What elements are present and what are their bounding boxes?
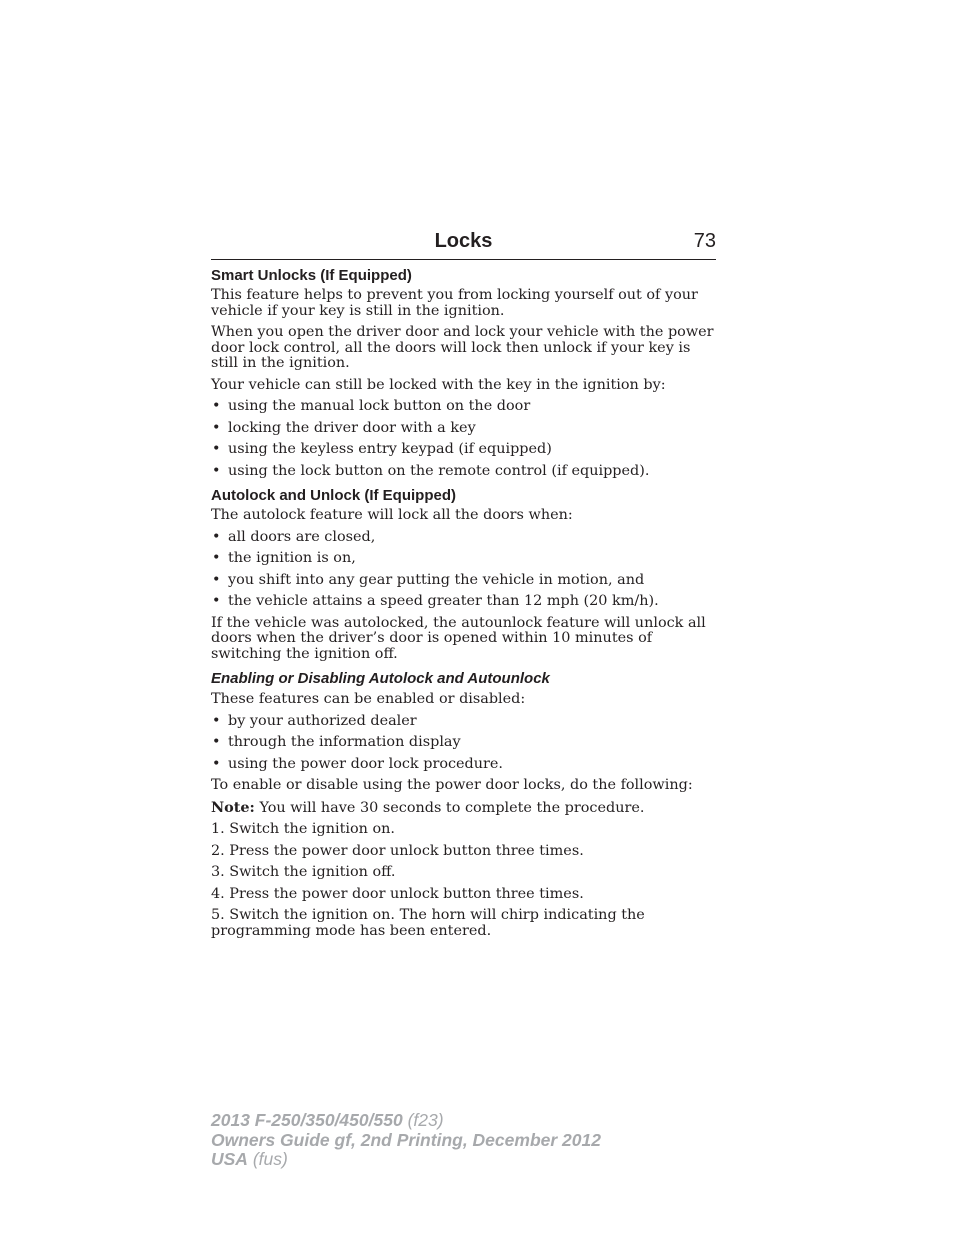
paragraph: These features can be enabled or disabled: — [211, 691, 526, 707]
paragraph: To enable or disable using the power door locks, do the following: — [211, 777, 693, 793]
footer-line-market: USA (fus) — [211, 1149, 288, 1169]
bullet-icon: • — [212, 712, 221, 729]
heading-smart-unlocks: Smart Unlocks (If Equipped) — [211, 267, 412, 284]
list-item: • using the lock button on the remote control (if equipped). — [212, 462, 650, 479]
list-item: • the ignition is on, — [212, 550, 356, 566]
paragraph: The autolock feature will lock all the doors when: — [211, 507, 573, 523]
bullet-icon: • — [212, 528, 221, 545]
list-item: • using the manual lock button on the door — [212, 398, 531, 414]
step-item: 1. Switch the ignition on. — [211, 821, 395, 837]
note-label: Note: — [211, 798, 255, 816]
bullet-icon: • — [212, 441, 221, 457]
page-footer — [211, 1111, 601, 1170]
list-item: • through the information display — [212, 734, 461, 750]
bullet-icon: • — [212, 398, 221, 414]
list-item: • using the power door lock procedure. — [212, 755, 504, 772]
list-item: • all doors are closed, — [212, 528, 376, 545]
step-item: 2. Press the power door unlock button three times. — [211, 842, 584, 859]
footer-line-guide: Owners Guide gf, 2nd Printing, December 2012 — [211, 1129, 601, 1150]
list-item: • locking the driver door with a key — [212, 419, 476, 436]
note — [211, 800, 716, 817]
heading-autolock: Autolock and Unlock (If Equipped) — [211, 487, 456, 504]
heading-enabling: Enabling or Disabling Autolock and Autounlock — [211, 670, 550, 687]
page-title: Locks — [434, 230, 493, 252]
list-item: • using the keyless entry keypad (if equipped) — [212, 441, 552, 457]
step-item: 5. Switch the ignition on. The horn will chirp indicating the programming mode has been entered. — [211, 907, 645, 939]
bullet-list — [211, 714, 716, 773]
step-item: 3. Switch the ignition off. — [211, 864, 396, 880]
bullet-icon: • — [212, 462, 221, 479]
paragraph: When you open the driver door and lock your vehicle with the power door lock control, all the doors will lock then unlock if your key is still in the ignition. — [211, 324, 714, 371]
bullet-icon: • — [212, 734, 221, 750]
page-number: 73 — [693, 230, 716, 252]
list-item: • the vehicle attains a speed greater than 12 mph (20 km/h). — [212, 593, 659, 609]
page-header — [211, 228, 716, 260]
bullet-icon: • — [212, 755, 221, 772]
list-item: • by your authorized dealer — [212, 712, 417, 729]
bullet-list — [211, 530, 716, 610]
list-item: • you shift into any gear putting the vehicle in motion, and — [212, 571, 645, 588]
page-content — [211, 267, 716, 945]
bullet-icon: • — [212, 419, 221, 436]
footer-line-model: 2013 F-250/350/450/550 (f23) — [211, 1110, 444, 1130]
bullet-icon: • — [212, 593, 221, 609]
bullet-icon: • — [212, 571, 221, 588]
paragraph: If the vehicle was autolocked, the autounlock feature will unlock all doors when the driver’s door is opened within 10 minutes of switching the ignition off. — [211, 614, 706, 662]
paragraph: Your vehicle can still be locked with the key in the ignition by: — [211, 376, 666, 393]
bullet-icon: • — [212, 550, 221, 566]
bullet-list — [211, 399, 716, 479]
step-item: 4. Press the power door unlock button three times. — [211, 885, 584, 902]
paragraph: This feature helps to prevent you from locking yourself out of your vehicle if your key is still in the ignition. — [211, 287, 698, 319]
note-text: You will have 30 seconds to complete the procedure. — [254, 799, 645, 816]
